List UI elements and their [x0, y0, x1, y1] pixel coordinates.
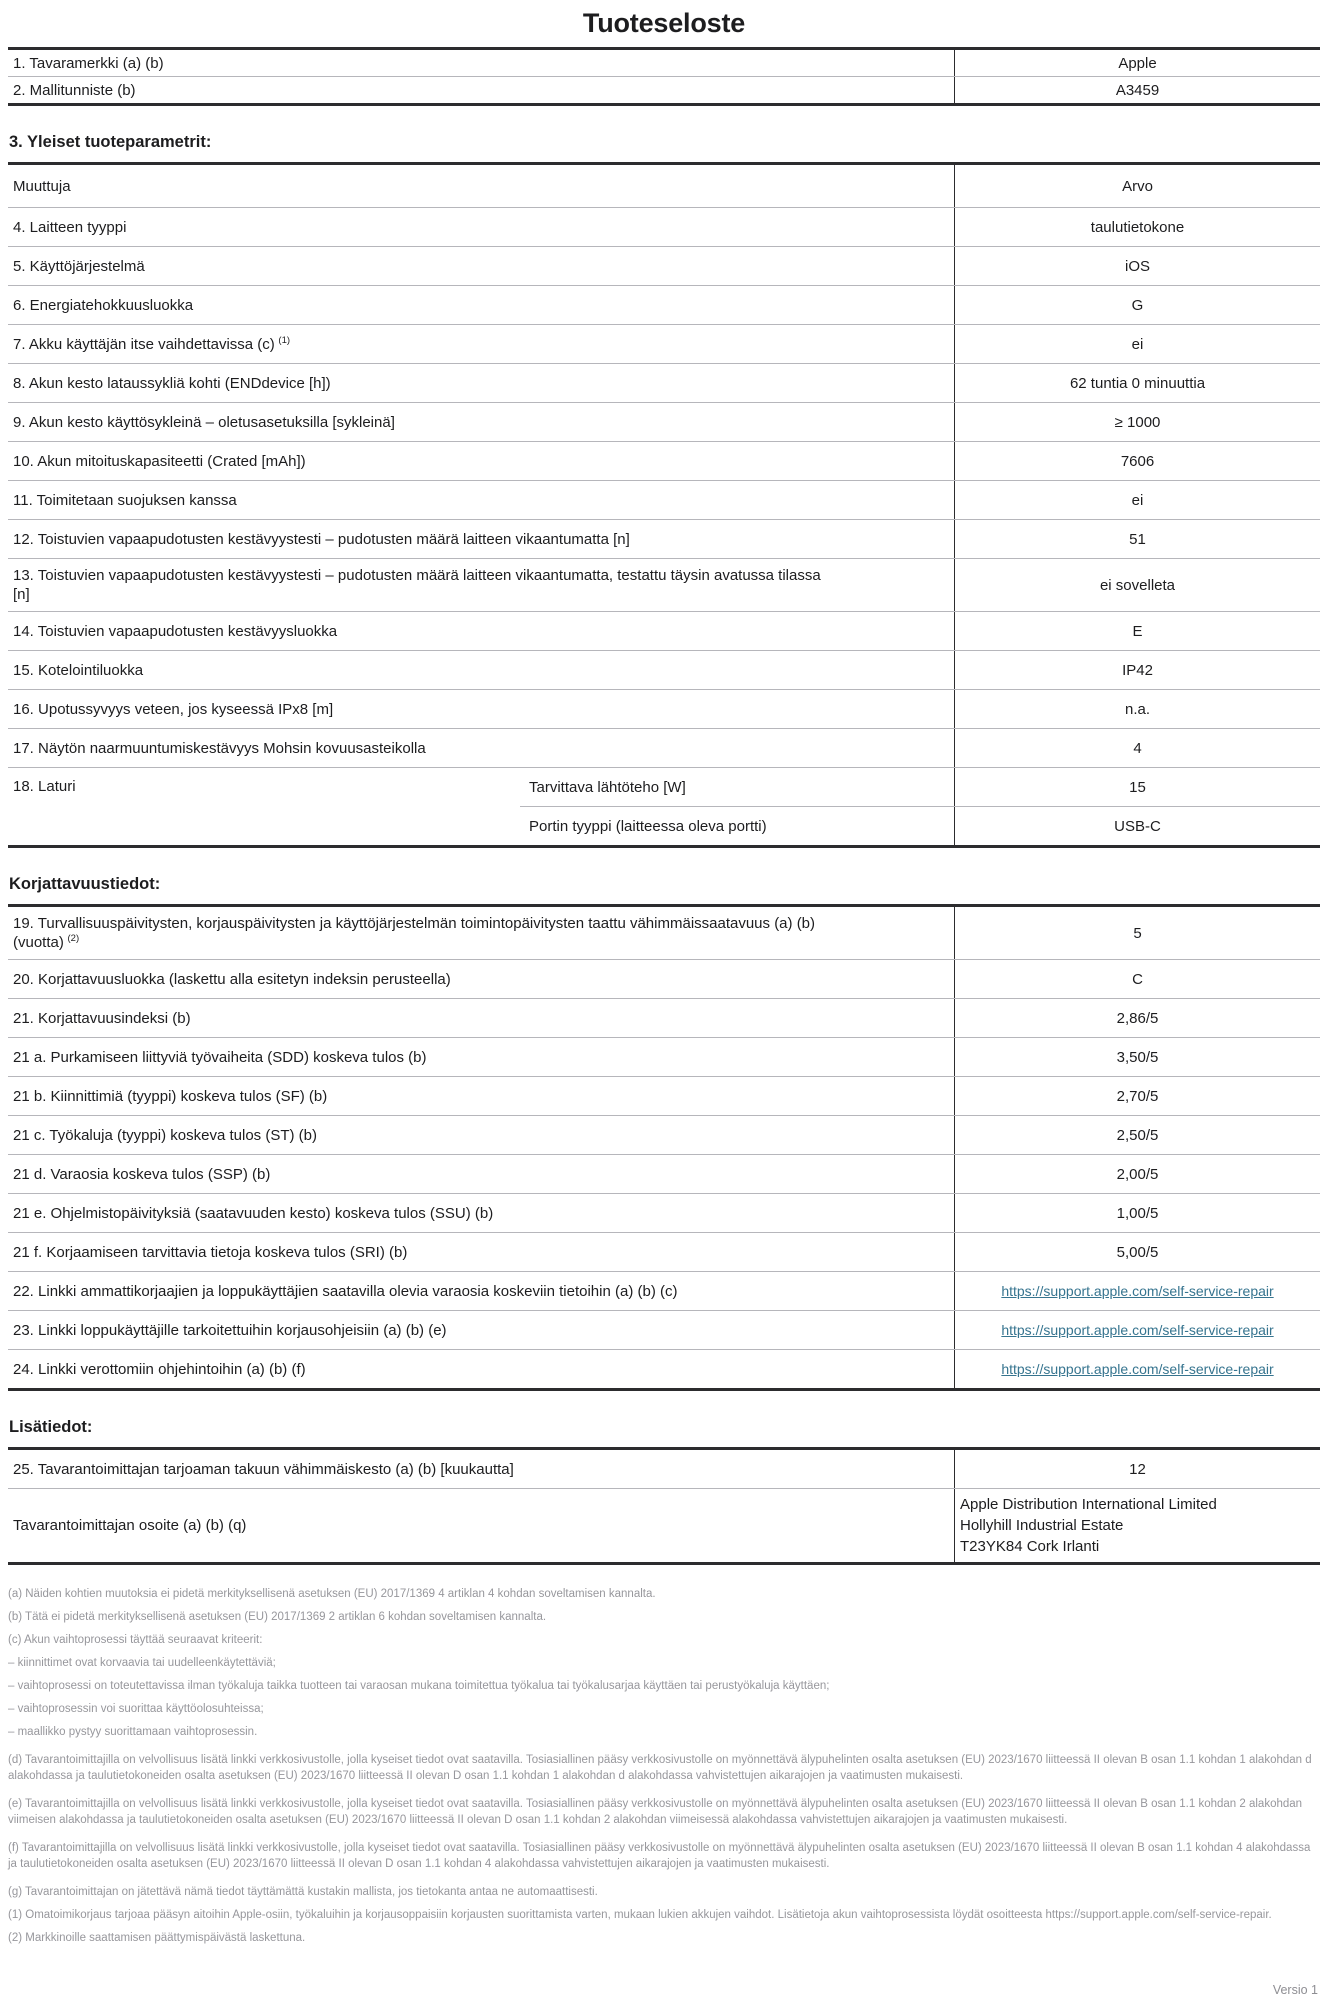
table-row — [8, 246, 1320, 285]
footnote: (e) Tavarantoimittajilla on velvollisuus lisätä linkki verkkosivustolle, jolla kyseiset tiedot ovat saatavilla. Tosiasiallinen pääsy verkkosivustolle on myönnettävä älypuhelinten osalta asetuksen (EU) 2023/1670 liitteessä II olevan B osan 1.1 kohdan 2 alakohdan viimeisen alakohdassa ja taulutietokoneiden osalta asetuksen (EU) 2023/1670 liitteessä II olevan D osan 1.1 kohdan 2 alakohdan viimeisessä alakohdassa vahvistettujen aikarajojen ja vaatimusten mukaisesti. — [8, 1798, 1303, 1826]
table-row — [8, 207, 1320, 246]
footnote: (b) Tätä ei pidetä merkityksellisenä asetuksen (EU) 2017/1369 2 artiklan 6 kohdan soveltamisen kannalta. — [8, 1611, 547, 1623]
row-label — [8, 999, 954, 1037]
page-title: Tuoteseloste — [582, 8, 746, 38]
row-label-text: 16. Upotussyvyys veteen, jos kyseessä IPx8 [m] — [13, 700, 334, 718]
row-label-text: 1. Tavaramerkki (a) (b) — [13, 54, 164, 72]
section-heading-additional: Lisätiedot: — [9, 1418, 93, 1436]
table-sub-row — [520, 806, 1320, 845]
footnote: (f) Tavarantoimittajilla on velvollisuus lisätä linkki verkkosivustolle, jolla kyseiset tiedot ovat saatavilla. Tosiasiallinen pääsy verkkosivustolle on myönnettävä älypuhelinten osalta asetuksen (EU) 2023/1670 liitteessä II olevan B osan 1.1 kohdan 4 alakohdassa ja taulutietokoneiden osalta asetuksen (EU) 2023/1670 liitteessä II olevan D osan 1.1 kohdan 4 alakohdassa vahvistettujen aikarajojen ja vaatimusten mukaisesti. — [8, 1842, 1311, 1870]
table-row — [8, 1310, 1320, 1349]
row-label — [8, 612, 954, 650]
row-value — [954, 247, 1320, 285]
table-row — [8, 767, 1320, 845]
row-value-text: ei — [1131, 491, 1144, 509]
row-label-text: 21. Korjattavuusindeksi (b) — [13, 1009, 191, 1027]
row-label-text: 8. Akun kesto lataussykliä kohti (ENDdevice [h]) — [13, 374, 331, 392]
row-label-text: 5. Käyttöjärjestelmä — [13, 257, 145, 275]
row-label — [8, 208, 954, 246]
table-row — [8, 480, 1320, 519]
row-value-text: 62 tuntia 0 minuuttia — [1069, 374, 1206, 392]
row-label — [8, 1450, 954, 1488]
support-repair-link[interactable]: https://support.apple.com/self-service-repair — [1001, 1282, 1274, 1299]
row-value — [954, 612, 1320, 650]
table-row — [8, 650, 1320, 689]
row-value-text: ei — [1131, 335, 1144, 353]
footnote: (g) Tavarantoimittajan on jätettävä nämä tiedot täyttämättä kustakin mallista, jos tietokanta antaa ne automaattisesti. — [8, 1886, 598, 1898]
footnote: (c) Akun vaihtoprosessi täyttää seuraavat kriteerit: — [8, 1634, 263, 1646]
row-label — [8, 325, 954, 363]
row-label-text: 4. Laitteen tyyppi — [13, 218, 127, 236]
row-label-text: 21 c. Työkaluja (tyyppi) koskeva tulos (ST) (b) — [13, 1126, 317, 1144]
row-value — [954, 651, 1320, 689]
footnote: (2) Markkinoille saattamisen päättymispäivästä laskettuna. — [8, 1932, 306, 1944]
identification-table — [8, 47, 1320, 106]
row-value-text: G — [1131, 296, 1144, 314]
footnote: – vaihtoprosessin voi suorittaa käyttöolosuhteissa; — [8, 1703, 264, 1715]
row-value — [954, 1194, 1320, 1232]
table-row — [8, 728, 1320, 767]
table-row — [8, 441, 1320, 480]
row-value — [954, 999, 1320, 1037]
table-row — [8, 1037, 1320, 1076]
footnote-ref: (1) — [275, 334, 291, 346]
table-row — [8, 1271, 1320, 1310]
footnote: (d) Tavarantoimittajilla on velvollisuus lisätä linkki verkkosivustolle, jolla kyseiset tiedot ovat saatavilla. Tosiasiallinen pääsy verkkosivustolle on myönnettävä älypuhelinten osalta asetuksen (EU) 2023/1670 liitteessä II olevan B osan 1.1 kohdan 1 alakohdan d alakohdassa ja taulutietokoneiden osalta asetuksen (EU) 2023/1670 liitteessä II olevan D osan 1.1 kohdan 1 alakohdan d alakohdassa vahvistettujen aikarajojen ja vaatimusten mukaisesti. — [8, 1754, 1312, 1782]
row-value-text: iOS — [1124, 257, 1150, 275]
row-value — [954, 1077, 1320, 1115]
supplier-address-value — [954, 1489, 1320, 1562]
table-row — [8, 1349, 1320, 1388]
row-value-text: Apple — [1118, 54, 1157, 72]
row-label — [8, 364, 954, 402]
row-label — [8, 1350, 954, 1388]
table-row — [8, 1232, 1320, 1271]
row-value — [954, 364, 1320, 402]
footnote: – kiinnittimet ovat korvaavia tai uudelleenkäytettäviä; — [8, 1657, 276, 1669]
row-value — [954, 286, 1320, 324]
row-label — [8, 520, 954, 558]
row-label-text: 20. Korjattavuusluokka (laskettu alla esitetyn indeksin perusteella) — [13, 970, 451, 988]
row-value-text: A3459 — [1115, 81, 1160, 99]
row-label-text: 21 a. Purkamiseen liittyviä työvaiheita (SDD) koskeva tulos (b) — [13, 1048, 427, 1066]
table-row — [8, 611, 1320, 650]
row-label-text: 22. Linkki ammattikorjaajien ja loppukäyttäjien saatavilla olevia varaosia koskeviin tietoihin (a) (b) (c) — [13, 1282, 678, 1300]
row-label-text: 19. Turvallisuuspäivitysten, korjauspäivitysten ja käyttöjärjestelmän toimintopäivitysten taattu vähimmäissaatavuus (a) (b) (vuotta) $^{(2)}$ — [13, 915, 816, 951]
row-label-text: 18. Laturi — [13, 778, 76, 795]
row-label — [8, 1116, 954, 1154]
row-label-text: 24. Linkki verottomiin ohjehintoihin (a) (b) (f) — [13, 1360, 306, 1378]
row-label — [8, 481, 954, 519]
row-value-text: 51 — [1129, 530, 1146, 548]
value-column-header: Arvo — [954, 165, 1320, 207]
table-row — [8, 50, 1320, 76]
row-label — [8, 960, 954, 998]
row-value — [954, 1116, 1320, 1154]
support-repair-link[interactable]: https://support.apple.com/self-service-repair — [1001, 1321, 1274, 1338]
row-label — [8, 50, 954, 76]
row-label — [8, 768, 520, 845]
row-label — [8, 690, 954, 728]
row-value — [954, 1311, 1320, 1349]
table-row — [8, 907, 1320, 959]
table-row — [8, 1115, 1320, 1154]
table-row — [8, 76, 1320, 103]
row-label — [8, 1233, 954, 1271]
row-label-text: 17. Näytön naarmuuntumiskestävyys Mohsin kovuusasteikolla — [13, 739, 426, 757]
row-label — [8, 1194, 954, 1232]
row-label — [8, 651, 954, 689]
row-value-text: 7606 — [1120, 452, 1155, 470]
section-heading-repairability: Korjattavuustiedot: — [9, 875, 161, 893]
row-label — [8, 1311, 954, 1349]
section-heading-general: 3. Yleiset tuoteparametrit: — [9, 133, 212, 151]
row-label-text: 6. Energiatehokkuusluokka — [13, 296, 194, 314]
table-row — [8, 1076, 1320, 1115]
repairability-table — [8, 904, 1320, 1391]
row-label — [8, 403, 954, 441]
table-row — [8, 998, 1320, 1037]
row-value-text: taulutietokone — [1090, 218, 1185, 236]
row-value — [954, 403, 1320, 441]
row-label-text: 13. Toistuvien vapaapudotusten kestävyystesti – pudotusten määrä laitteen vikaantumatta, testattu täysin avatussa tilassa [n] — [13, 567, 821, 603]
row-label — [8, 442, 954, 480]
address-line: Apple Distribution International Limited — [960, 1496, 1217, 1513]
table-row — [8, 402, 1320, 441]
sub-row-value: USB-C — [954, 807, 1320, 845]
row-value-text: n.a. — [1124, 700, 1151, 718]
sub-row-value: 15 — [954, 768, 1320, 806]
table-row — [8, 558, 1320, 611]
row-value — [954, 960, 1320, 998]
footnote-ref: (2) — [64, 933, 80, 944]
table-row — [8, 363, 1320, 402]
row-value — [954, 729, 1320, 767]
footnote: (a) Näiden kohtien muutoksia ei pidetä merkityksellisenä asetuksen (EU) 2017/1369 4 artiklan 4 kohdan soveltamisen kannalta. — [8, 1588, 656, 1600]
row-label-text: 15. Kotelointiluokka — [13, 661, 144, 679]
table-row — [8, 1488, 1320, 1562]
row-value — [954, 50, 1320, 76]
sub-row-label: Portin tyyppi (laitteessa oleva portti) — [529, 817, 767, 835]
table-row — [8, 959, 1320, 998]
table-row — [8, 1450, 1320, 1488]
row-value-text: 12 — [1129, 1460, 1146, 1478]
row-value-text: 4 — [1133, 739, 1142, 757]
row-label — [8, 1038, 954, 1076]
sub-rows — [520, 768, 1320, 845]
row-label — [8, 907, 954, 959]
table-row — [8, 689, 1320, 728]
row-label-text: 7. Akku käyttäjän itse vaihdettavissa (c) $^{(1)}$ — [13, 334, 291, 353]
row-label — [8, 729, 954, 767]
table-row — [8, 1193, 1320, 1232]
row-value-text: 2,00/5 — [1116, 1165, 1159, 1183]
row-value — [954, 1272, 1320, 1310]
row-value — [954, 1155, 1320, 1193]
row-label — [8, 77, 954, 103]
row-label-text: 14. Toistuvien vapaapudotusten kestävyysluokka — [13, 622, 338, 640]
row-value-text: ei sovelleta — [1099, 576, 1176, 594]
row-label-text: 21 b. Kiinnittimiä (tyyppi) koskeva tulos (SF) (b) — [13, 1087, 328, 1105]
table-sub-row — [520, 768, 1320, 806]
row-value-text: 5,00/5 — [1116, 1243, 1159, 1261]
row-value-text: 3,50/5 — [1116, 1048, 1159, 1066]
row-value-text: 5 — [1133, 924, 1142, 942]
row-value — [954, 1038, 1320, 1076]
row-value — [954, 520, 1320, 558]
row-label-text: 21 e. Ohjelmistopäivityksiä (saatavuuden kesto) koskeva tulos (SSU) (b) — [13, 1204, 494, 1222]
row-label — [8, 247, 954, 285]
row-label-text: 25. Tavarantoimittajan tarjoaman takuun vähimmäiskesto (a) (b) [kuukautta] — [13, 1460, 514, 1478]
row-value-text: 1,00/5 — [1116, 1204, 1159, 1222]
general-parameters-table — [8, 162, 1320, 848]
address-line: Hollyhill Industrial Estate — [960, 1517, 1124, 1534]
row-value — [954, 1233, 1320, 1271]
sub-row-label: Tarvittava lähtöteho [W] — [529, 778, 686, 796]
table-row — [8, 519, 1320, 558]
row-value-text: IP42 — [1122, 661, 1153, 679]
row-label — [8, 1489, 954, 1562]
row-label-text: 21 f. Korjaamiseen tarvittavia tietoja koskeva tulos (SRI) (b) — [13, 1243, 408, 1261]
row-value — [954, 690, 1320, 728]
row-label-text: 11. Toimitetaan suojuksen kanssa — [13, 491, 237, 509]
address-line: T23YK84 Cork Irlanti — [960, 1538, 1100, 1555]
additional-info-table — [8, 1447, 1320, 1565]
row-value — [954, 907, 1320, 959]
row-value-text: C — [1132, 970, 1143, 988]
row-value — [954, 1350, 1320, 1388]
row-label — [8, 1272, 954, 1310]
footnotes — [8, 1586, 1320, 1946]
row-label-text: 10. Akun mitoituskapasiteetti (Crated [mAh]) — [13, 452, 306, 470]
row-value — [954, 559, 1320, 611]
row-value — [954, 481, 1320, 519]
row-label-text: 21 d. Varaosia koskeva tulos (SSP) (b) — [13, 1165, 271, 1183]
row-value-text: E — [1132, 622, 1143, 640]
footnote: – vaihtoprosessi on toteutettavissa ilman työkaluja taikka tuotteen tai varaosan mukana toimitettua työkalua tai työkalusarjaa käyttäen tai perustyökaluja käyttäen; — [8, 1680, 830, 1692]
row-value — [954, 325, 1320, 363]
table-row — [8, 1154, 1320, 1193]
table-header-row — [8, 165, 1320, 207]
row-value-text: 2,86/5 — [1116, 1009, 1159, 1027]
param-column-header: Muuttuja — [13, 177, 71, 195]
row-label-text: Tavarantoimittajan osoite (a) (b) (q) — [13, 1517, 247, 1534]
row-label-text: 9. Akun kesto käyttösykleinä – oletusasetuksilla [sykleinä] — [13, 413, 395, 431]
table-row — [8, 324, 1320, 363]
row-label-text: 23. Linkki loppukäyttäjille tarkoitettuihin korjausohjeisiin (a) (b) (e) — [13, 1321, 447, 1339]
row-label — [8, 1077, 954, 1115]
row-value — [954, 442, 1320, 480]
footnote: (1) Omatoimikorjaus tarjoaa pääsyn aitoihin Apple-osiin, työkaluihin ja korjausoppaisiin korjausten suorittamista varten, mukaan lukien akkujen vaihdot. Lisätietoja akun vaihtoprosessista löydät osoitteesta https://support.apple.com/self-service-repair. — [8, 1909, 1272, 1921]
footnote: – maallikko pystyy suorittamaan vaihtoprosessin. — [8, 1726, 258, 1738]
support-repair-link[interactable]: https://support.apple.com/self-service-repair — [1001, 1360, 1274, 1377]
row-label-text: 12. Toistuvien vapaapudotusten kestävyystesti – pudotusten määrä laitteen vikaantumatta [n] — [13, 530, 630, 548]
row-value-text: ≥ 1000 — [1114, 413, 1161, 431]
row-value-text: 2,50/5 — [1116, 1126, 1159, 1144]
row-value — [954, 77, 1320, 103]
row-value — [954, 208, 1320, 246]
row-value-text: 2,70/5 — [1116, 1087, 1159, 1105]
version-label: Versio 1 — [1272, 1983, 1318, 1997]
row-label — [8, 559, 954, 611]
row-value — [954, 1450, 1320, 1488]
row-label — [8, 1155, 954, 1193]
row-label — [8, 286, 954, 324]
table-row — [8, 285, 1320, 324]
row-label-text: 2. Mallitunniste (b) — [13, 81, 136, 99]
